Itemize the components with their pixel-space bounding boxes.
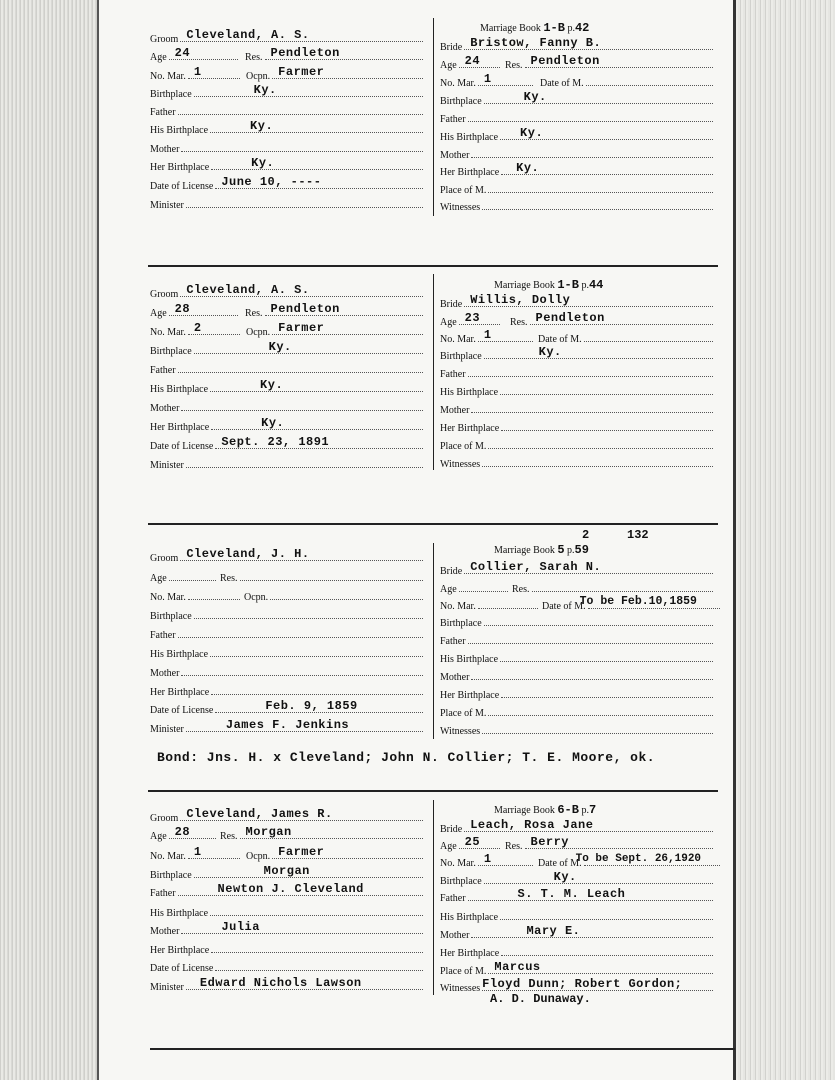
- groom-mother-field: Mother Julia: [150, 922, 425, 938]
- groom-field: Groom Cleveland, A. S.: [150, 285, 425, 301]
- bride-his-birthplace-field: His Birthplace: [440, 650, 715, 666]
- groom-no-mar-field: No. Mar. 1: [150, 67, 242, 83]
- record-divider-2: [148, 523, 718, 525]
- bride-his-birthplace-field: His Birthplace Ky.: [440, 128, 715, 144]
- page-bottom-rule: [150, 1048, 735, 1050]
- bride-date-of-m-field: Date of M.: [538, 330, 715, 346]
- groom-age-field: Age: [150, 569, 218, 585]
- bride-res-field: Res.: [512, 580, 715, 596]
- bride-age-field: Age 25: [440, 837, 502, 853]
- bride-field: Bride Collier, Sarah N.: [440, 562, 715, 578]
- groom-his-birthplace-field: His Birthplace Ky.: [150, 121, 425, 137]
- groom-field: Groom Cleveland, A. S.: [150, 30, 425, 46]
- bride-witnesses-field: Witnesses: [440, 455, 715, 471]
- bride-age-field: Age 24: [440, 56, 502, 72]
- groom-mother-field: Mother: [150, 664, 425, 680]
- bond-note: Bond: Jns. H. x Cleveland; John N. Collier; T. E. Moore, ok.: [157, 750, 656, 765]
- scan-edge-left: [0, 0, 100, 1080]
- groom-res-field: Res. Morgan: [220, 827, 425, 843]
- groom-ocpn-field: Ocpn.: [244, 588, 425, 604]
- bride-age-field: Age: [440, 580, 510, 596]
- groom-res-field: Res.: [220, 569, 425, 585]
- bride-witnesses-field: Witnesses Floyd Dunn; Robert Gordon;: [440, 979, 715, 995]
- record-divider-3: [148, 790, 718, 792]
- bride-res-field: Res. Pendleton: [510, 313, 715, 329]
- bride-his-birthplace-field: His Birthplace: [440, 908, 715, 924]
- bride-mother-field: Mother: [440, 668, 715, 684]
- bride-her-birthplace-field: Her Birthplace Ky.: [440, 163, 715, 179]
- groom-field: Groom Cleveland, James R.: [150, 809, 425, 825]
- groom-her-birthplace-field: Her Birthplace: [150, 683, 425, 699]
- bride-date-of-m-field: Date of M.: [540, 74, 715, 90]
- groom-age-field: Age 24: [150, 48, 240, 64]
- groom-no-mar-field: No. Mar. 2: [150, 323, 242, 339]
- bride-mother-field: Mother: [440, 401, 715, 417]
- groom-father-field: Father: [150, 626, 425, 642]
- bride-birthplace-field: Birthplace: [440, 614, 715, 630]
- bride-father-field: Father: [440, 632, 715, 648]
- bride-date-of-m-field: Date of M. To be Feb.10,1859: [542, 597, 722, 613]
- groom-mother-field: Mother: [150, 140, 425, 156]
- groom-birthplace-field: Birthplace Morgan: [150, 866, 425, 882]
- bride-father-field: Father: [440, 110, 715, 126]
- bride-no-mar-field: No. Mar. 1: [440, 330, 535, 346]
- bride-place-of-m-field: Place of M.: [440, 437, 715, 453]
- groom-father-field: Father Newton J. Cleveland: [150, 884, 425, 900]
- groom-minister-field: Minister: [150, 456, 425, 472]
- groom-her-birthplace-field: Her Birthplace Ky.: [150, 158, 425, 174]
- book-ref-2: Marriage Book 1-B p.44: [494, 278, 604, 292]
- bride-mother-field: Mother: [440, 146, 715, 162]
- groom-minister-field: Minister: [150, 196, 425, 212]
- bride-no-mar-field: No. Mar. 1: [440, 74, 535, 90]
- book-ref-1: Marriage Book 1-B p.42: [480, 21, 590, 35]
- groom-date-of-license-field: Date of License Sept. 23, 1891: [150, 437, 425, 453]
- bride-father-field: Father S. T. M. Leach: [440, 889, 715, 905]
- bride-her-birthplace-field: Her Birthplace: [440, 419, 715, 435]
- groom-age-field: Age 28: [150, 827, 218, 843]
- bride-field: Bride Willis, Dolly: [440, 295, 715, 311]
- groom-birthplace-field: Birthplace: [150, 607, 425, 623]
- bride-birthplace-field: Birthplace Ky.: [440, 347, 715, 363]
- groom-ocpn-field: Ocpn. Farmer: [246, 323, 425, 339]
- groom-birthplace-field: Birthplace Ky.: [150, 85, 425, 101]
- bride-date-of-m-field: Date of M. To be Sept. 26,1920: [538, 854, 722, 870]
- groom-father-field: Father: [150, 361, 425, 377]
- bride-no-mar-field: No. Mar. 1: [440, 854, 535, 870]
- bride-birthplace-field: Birthplace Ky.: [440, 92, 715, 108]
- groom-mother-field: Mother: [150, 399, 425, 415]
- bride-place-of-m-field: Place of M.: [440, 181, 715, 197]
- groom-res-field: Res. Pendleton: [245, 48, 425, 64]
- book-ref-4: Marriage Book 6-B p.7: [494, 803, 597, 817]
- book-ref-3: Marriage Book 5 p.59: [494, 543, 589, 557]
- groom-no-mar-field: No. Mar.: [150, 588, 242, 604]
- groom-her-birthplace-field: Her Birthplace Ky.: [150, 418, 425, 434]
- groom-minister-field: Minister Edward Nichols Lawson: [150, 978, 425, 994]
- bride-res-field: Res. Pendleton: [505, 56, 715, 72]
- bride-her-birthplace-field: Her Birthplace: [440, 686, 715, 702]
- groom-his-birthplace-field: His Birthplace: [150, 645, 425, 661]
- groom-father-field: Father: [150, 103, 425, 119]
- bride-place-of-m-field: Place of M. Marcus: [440, 962, 715, 978]
- bride-witnesses-field: Witnesses: [440, 722, 715, 738]
- bride-her-birthplace-field: Her Birthplace: [440, 944, 715, 960]
- groom-ocpn-field: Ocpn. Farmer: [246, 67, 425, 83]
- bride-res-field: Res. Berry: [505, 837, 715, 853]
- groom-field: Groom Cleveland, J. H.: [150, 549, 425, 565]
- groom-his-birthplace-field: His Birthplace Ky.: [150, 380, 425, 396]
- bride-witnesses-field: Witnesses: [440, 198, 715, 214]
- bride-place-of-m-field: Place of M.: [440, 704, 715, 720]
- bride-age-field: Age 23: [440, 313, 502, 329]
- groom-her-birthplace-field: Her Birthplace: [150, 941, 425, 957]
- bride-father-field: Father: [440, 365, 715, 381]
- groom-minister-field: Minister James F. Jenkins: [150, 720, 425, 736]
- groom-res-field: Res. Pendleton: [245, 304, 425, 320]
- groom-no-mar-field: No. Mar. 1: [150, 847, 242, 863]
- bride-his-birthplace-field: His Birthplace: [440, 383, 715, 399]
- groom-date-of-license-field: Date of License Feb. 9, 1859: [150, 701, 425, 717]
- groom-his-birthplace-field: His Birthplace: [150, 904, 425, 920]
- scan-edge-right: [733, 0, 835, 1080]
- bride-witnesses-continued: A. D. Dunaway.: [490, 992, 591, 1006]
- bride-mother-field: Mother Mary E.: [440, 926, 715, 942]
- book-overwrite-number: 2: [582, 528, 590, 542]
- groom-date-of-license-field: Date of License: [150, 959, 425, 975]
- groom-age-field: Age 28: [150, 304, 240, 320]
- bride-field: Bride Leach, Rosa Jane: [440, 820, 715, 836]
- page-overwrite-number: 132: [627, 528, 649, 542]
- groom-birthplace-field: Birthplace Ky.: [150, 342, 425, 358]
- bride-no-mar-field: No. Mar.: [440, 597, 540, 613]
- bride-birthplace-field: Birthplace Ky.: [440, 872, 715, 888]
- bride-field: Bride Bristow, Fanny B.: [440, 38, 715, 54]
- groom-ocpn-field: Ocpn. Farmer: [246, 847, 425, 863]
- groom-date-of-license-field: Date of License June 10, ----: [150, 177, 425, 193]
- record-divider-1: [148, 265, 718, 267]
